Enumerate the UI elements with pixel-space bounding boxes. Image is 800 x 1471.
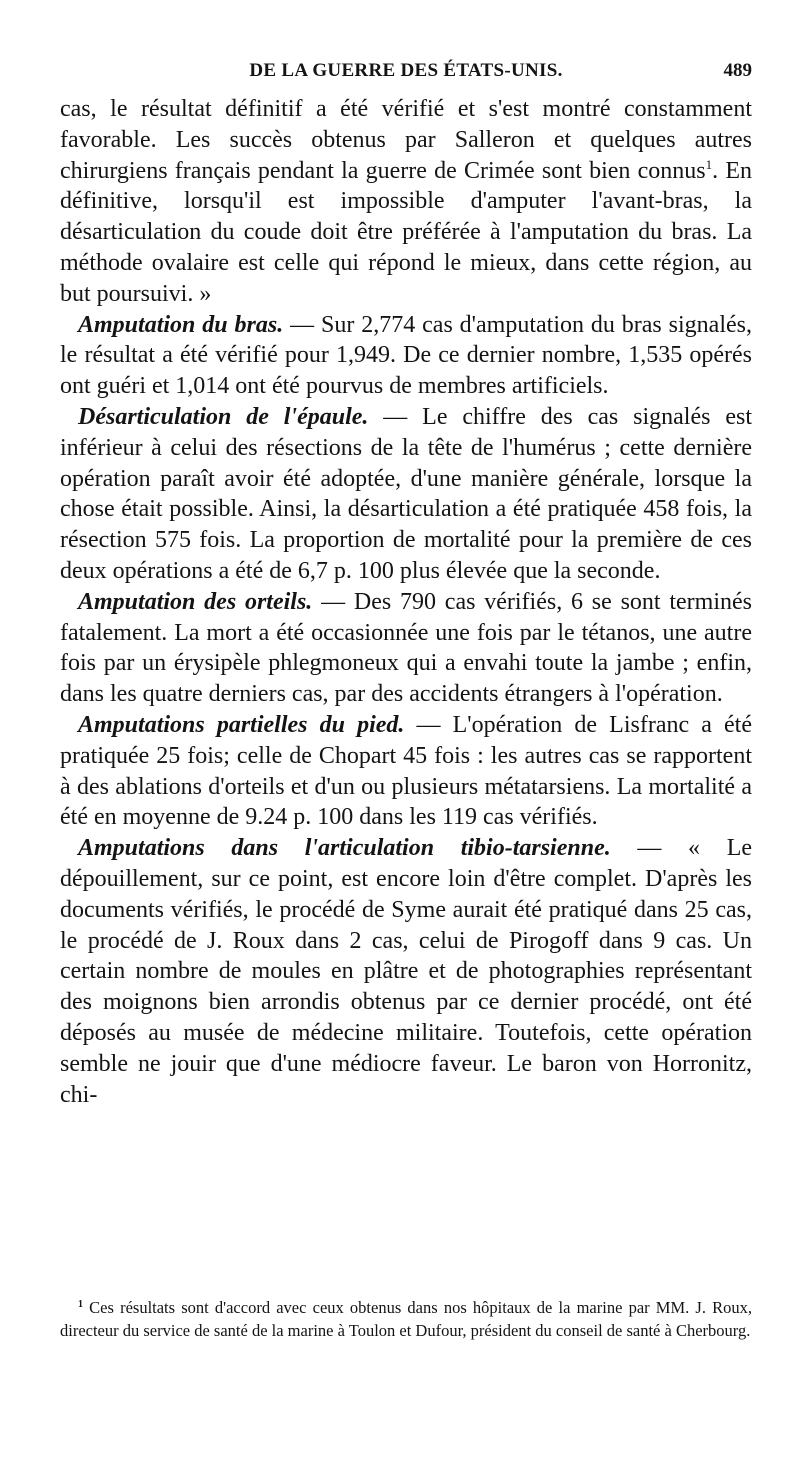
section-title: Amputations partielles du pied. xyxy=(78,711,405,738)
paragraph-text: — Sur 2,774 cas d'amputation du bras signalés, le résultat a été vérifié pour 1,949. De ce dernier nombre, 1,535 opérés ont guéri et 1,014 ont été pourvus de membres artificiels. xyxy=(60,311,752,400)
page-number: 489 xyxy=(723,60,752,81)
section-title: Amputations dans l'articulation tibio-tarsienne. xyxy=(78,835,611,862)
section-title: Amputation des orteils. xyxy=(78,588,313,615)
paragraph-amputation-bras xyxy=(60,310,752,402)
body-text xyxy=(60,94,752,1110)
footnote-text: Ces résultats sont d'accord avec ceux obtenus dans nos hôpitaux de la marine par MM. J. Roux, directeur du service de santé de la marine à Toulon et Dufour, président du conseil de santé à Cherbourg. xyxy=(60,1298,753,1340)
paragraph-text: — Le chiffre des cas signalés est inférieur à celui des résections de la tête de l'humérus ; cette dernière opération paraît avoir été adoptée, d'une manière générale, lorsque la chose était possible. Ainsi, la désarticulation a été pratiquée 458 fois, la résection 575 fois. La proportion de mortalité pour la première de ces deux opérations a été de 6,7 p. 100 plus élevée que la seconde. xyxy=(60,403,752,584)
running-head xyxy=(60,60,752,90)
footnotes xyxy=(60,1296,752,1342)
paragraph-continuation xyxy=(60,94,752,310)
running-title: DE LA GUERRE DES ÉTATS-UNIS. xyxy=(249,60,563,81)
footnote-reference: 1 xyxy=(705,156,713,172)
section-title: Désarticulation de l'épaule. xyxy=(78,403,369,430)
paragraph-amputation-orteils xyxy=(60,587,752,710)
book-page xyxy=(60,0,752,1471)
paragraph-text: cas, le résultat définitif a été vérifié et s'est montré constamment favorable. Les succès obtenus par Salleron et quelques autres chirurgiens français pendant la guerre de Crimée sont bien connus xyxy=(60,96,752,184)
section-title: Amputation du bras. xyxy=(78,311,284,338)
paragraph-desarticulation-epaule xyxy=(60,402,752,587)
paragraph-articulation-tibio-tarsienne xyxy=(60,833,752,1110)
paragraph-text: — Des 790 cas vérifiés, 6 se sont terminés fatalement. La mort a été occasionnée une fois par le tétanos, une autre fois par un érysipèle phlegmoneux qui a envahi toute la jambe ; enfin, dans les quatre derniers cas, par des accidents étrangers à l'opération. xyxy=(60,588,753,708)
footnote-mark: 1 xyxy=(78,1299,83,1310)
paragraph-text: — « Le dépouillement, sur ce point, est encore loin d'être complet. D'après les documents vérifiés, le procédé de Syme aurait été pratiqué dans 25 cas, le procédé de J. Roux dans 2 cas, celui de Pirogoff dans 9 cas. Un certain nombre de moules en plâtre et de photographies représentant des moignons bien arrondis obtenus par ce dernier procédé, ont été déposés au musée de médecine militaire. Toutefois, cette opération semble ne jouir que d'une médiocre faveur. Le baron von Horronitz, chi- xyxy=(60,835,753,1108)
footnote xyxy=(60,1296,752,1342)
paragraph-amputations-partielles-pied xyxy=(60,710,752,833)
paragraph-text: . En définitive, lorsqu'il est impossible d'amputer l'avant-bras, la désarticulation du coude doit être préférée à l'amputation du bras. La méthode ovalaire est celle qui répond le mieux, dans cette région, au but poursuivi. » xyxy=(60,157,752,307)
paragraph-text: — L'opération de Lisfranc a été pratiquée 25 fois; celle de Chopart 45 fois : les autres cas se rapportent à des ablations d'orteils et d'un ou plusieurs métatarsiens. La mortalité a été en moyenne de 9.24 p. 100 dans les 119 cas vérifiés. xyxy=(60,711,752,831)
